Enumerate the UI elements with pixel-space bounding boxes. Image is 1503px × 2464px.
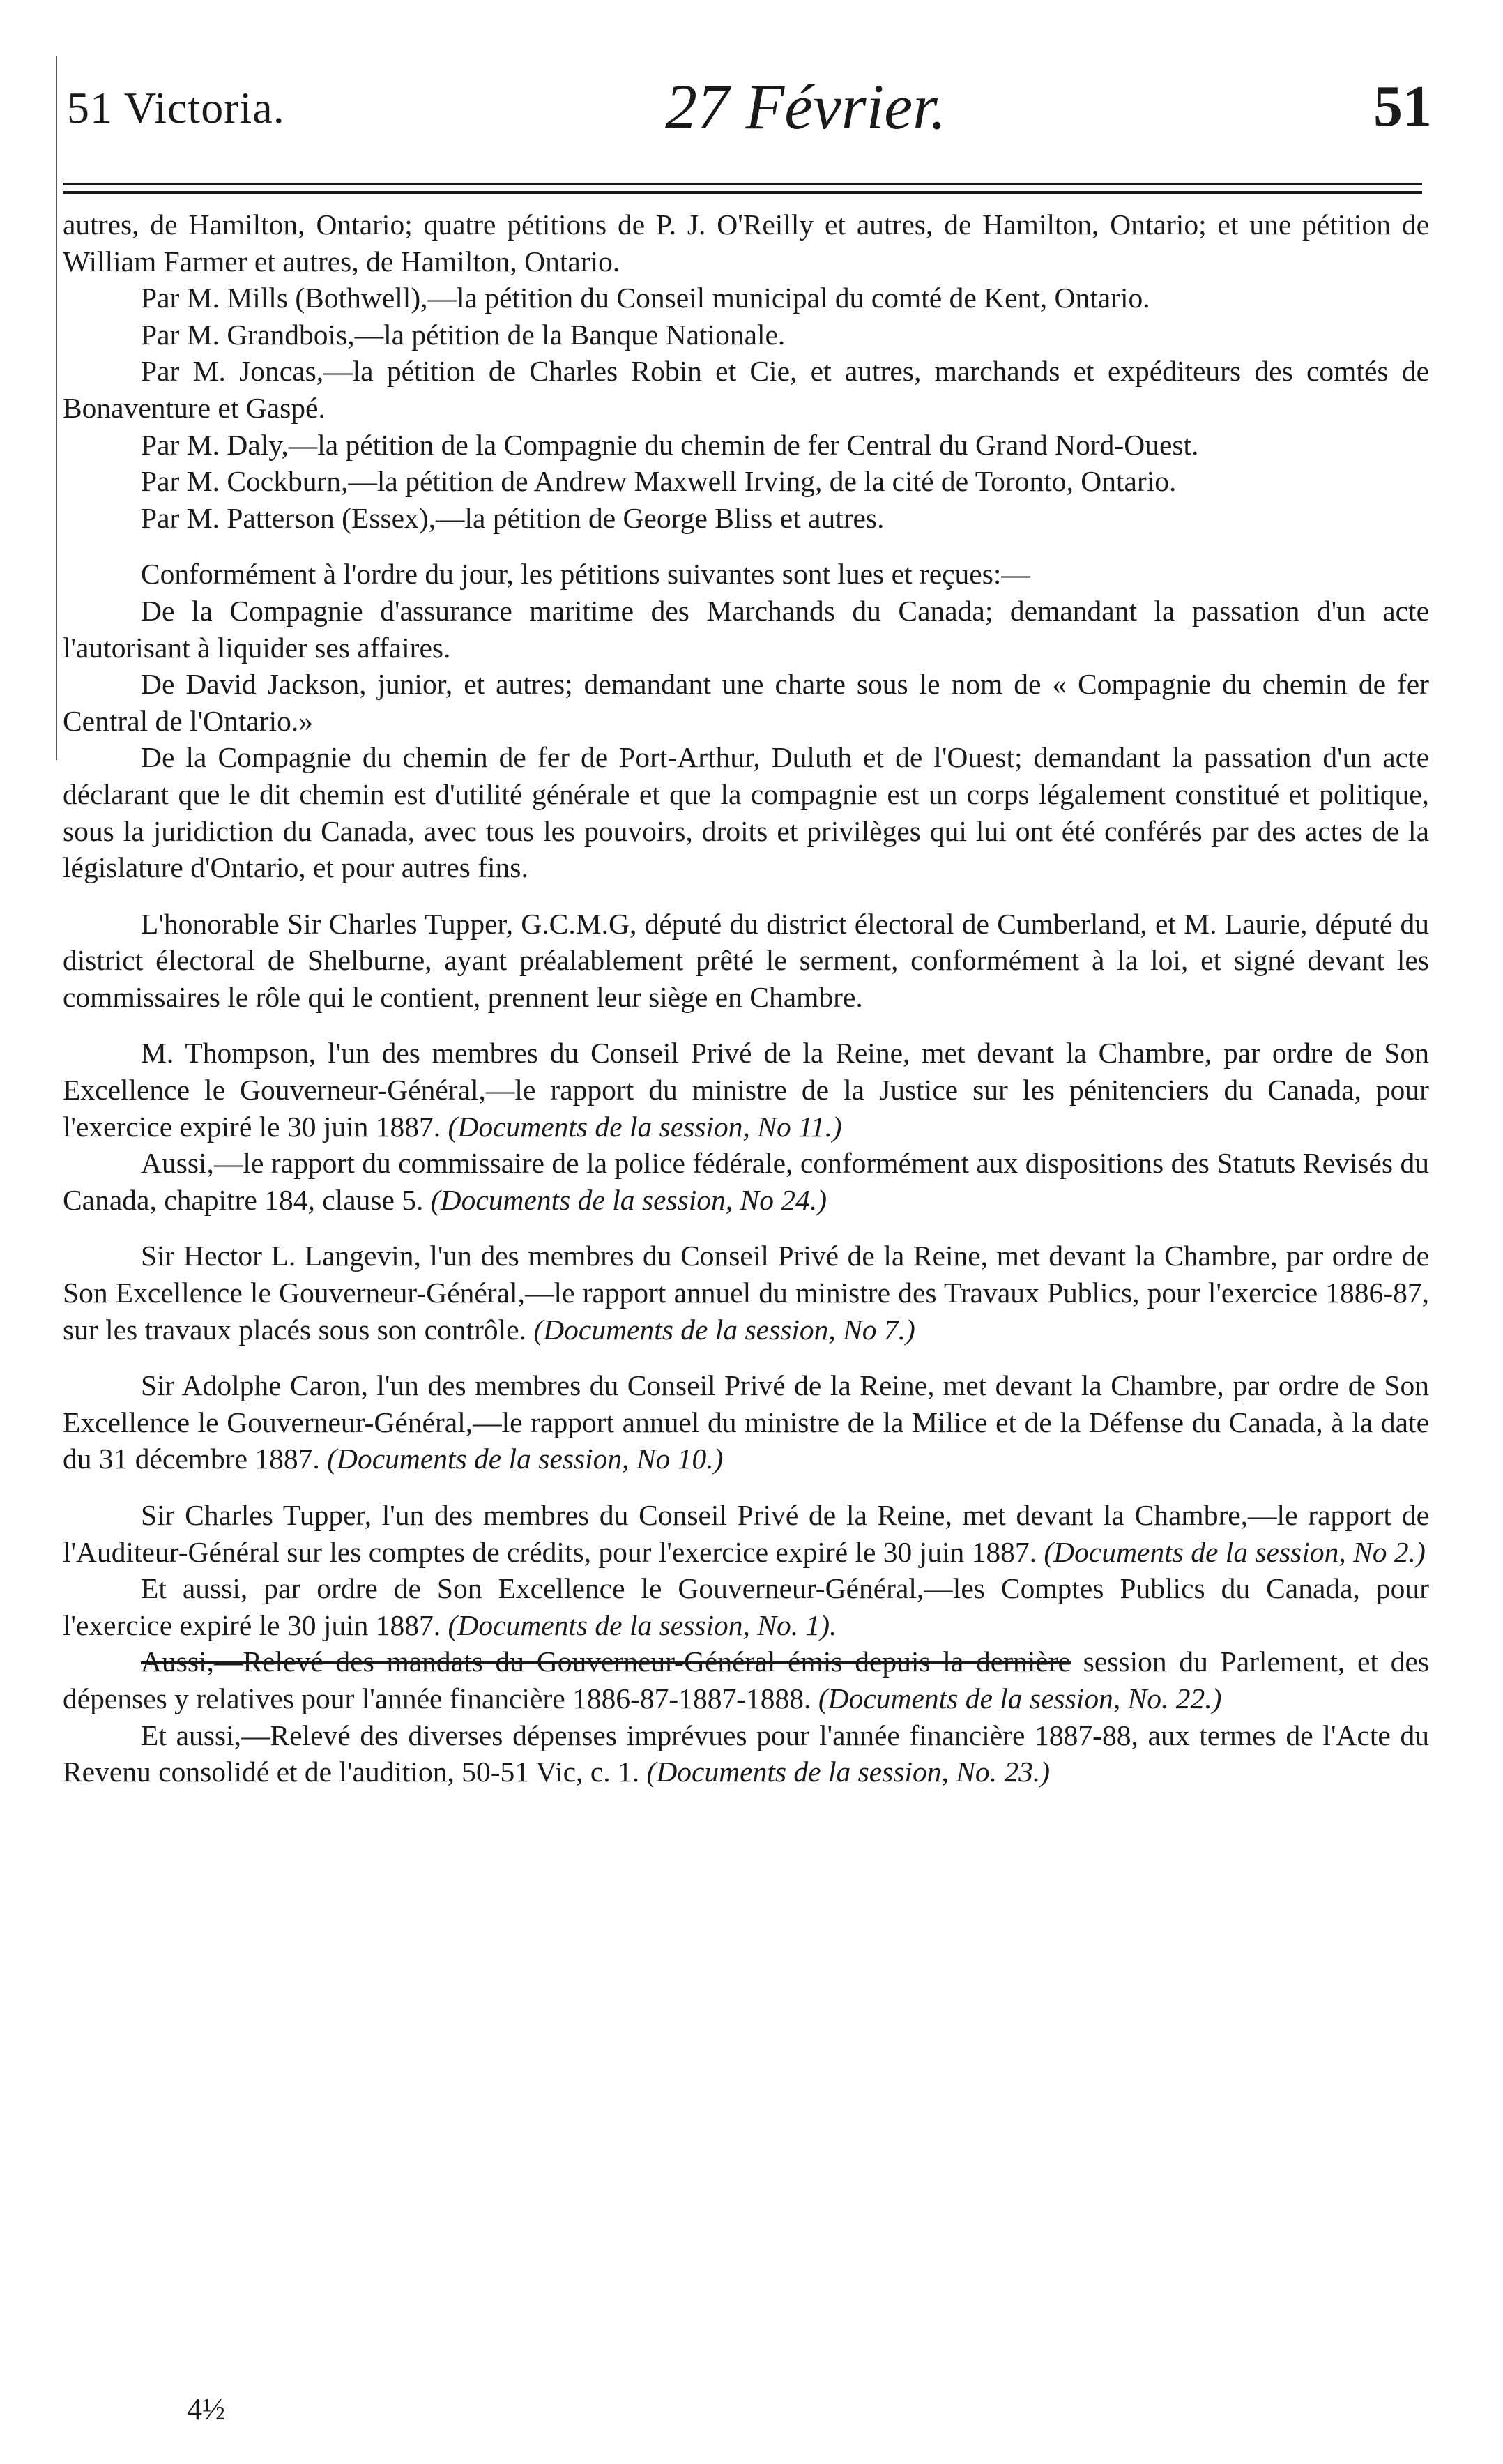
- journal-body: [63, 206, 1429, 1790]
- paragraph-mills: Par M. Mills (Bothwell),—la pétition du Conseil municipal du comté de Kent, Ontario.: [141, 282, 1150, 314]
- paragraph-thompson: M. Thompson, l'un des membres du Conseil Privé de la Reine, met devant la Chambre, par ordre de Son Excellence le Gouverneur-Général,—le rapport du ministre de la Justice sur les pénitenciers du Canada, pour l'exercice expiré le 30 juin 1887. (Documents de la session, No 11.): [63, 1037, 1429, 1143]
- paragraph-patterson: Par M. Patterson (Essex),—la pétition de George Bliss et autres.: [141, 501, 885, 534]
- document-reference: (Documents de la session, No. 1).: [448, 1609, 837, 1641]
- paragraph-grandbois: Par M. Grandbois,—la pétition de la Banque Nationale.: [141, 318, 786, 351]
- paragraph-police-federale: Aussi,—le rapport du commissaire de la police fédérale, conformément aux dispositions des Statuts Revisés du Canada, chapitre 184, clause 5. (Documents de la session, No 24.): [63, 1147, 1429, 1216]
- paragraph-depenses-imprevues: Et aussi,—Relevé des diverses dépenses imprévues pour l'année financière 1887-88, aux termes de l'Acte du Revenu consolidé et de l'audition, 50-51 Vic, c. 1. (Documents de la session, No. 23.): [63, 1719, 1429, 1788]
- paragraph-ordre-du-jour: Conformément à l'ordre du jour, les pétitions suivantes sont lues et reçues:—: [141, 558, 1030, 591]
- page-header: [59, 70, 1446, 142]
- paragraph-comptes-publics: Et aussi, par ordre de Son Excellence le Gouverneur-Général,—les Comptes Publics du Canada, pour l'exercice expiré le 30 juin 1887. (Documents de la session, No. 1).: [63, 1572, 1429, 1641]
- struck-text: Aussi,—Relevé des mandats du Gouverneur-Général émis depuis la dernière: [141, 1645, 1071, 1678]
- document-reference: (Documents de la session, No 10.): [327, 1443, 724, 1475]
- paragraph-assurance-maritime: De la Compagnie d'assurance maritime des Marchands du Canada; demandant la passation d'un acte l'autorisant à liquider ses affaires.: [63, 594, 1429, 664]
- margin-rule: [56, 56, 57, 760]
- signature-mark: 4½: [187, 2392, 225, 2426]
- paragraph-daly: Par M. Daly,—la pétition de la Compagnie du chemin de fer Central du Grand Nord-Ouest.: [141, 428, 1199, 461]
- document-reference: (Documents de la session, No 2.): [1044, 1535, 1426, 1568]
- document-reference: (Documents de la session, No. 23.): [646, 1756, 1051, 1788]
- paragraph-petitions-hamilton: autres, de Hamilton, Ontario; quatre pétitions de P. J. O'Reilly et autres, de Hamilton, Ontario; et une pétition de William Farmer et autres, de Hamilton, Ontario.: [63, 208, 1429, 277]
- paragraph-joncas: Par M. Joncas,—la pétition de Charles Robin et Cie, et autres, marchands et expéditeurs des comtés de Bonaventure et Gaspé.: [63, 355, 1429, 424]
- document-reference: (Documents de la session, No 7.): [533, 1313, 915, 1346]
- header-rule-top: [63, 183, 1422, 185]
- paragraph-auditeur-general: Sir Charles Tupper, l'un des membres du Conseil Privé de la Reine, met devant la Chambre,—le rapport de l'Auditeur-Général sur les comptes de crédits, pour l'exercice expiré le 30 juin 1887. (Documents de la session, No 2.): [63, 1499, 1429, 1568]
- paragraph-cockburn: Par M. Cockburn,—la pétition de Andrew Maxwell Irving, de la cité de Toronto, Ontario.: [141, 465, 1177, 498]
- paragraph-tupper-laurie: L'honorable Sir Charles Tupper, G.C.M.G, député du district électoral de Cumberland, et M. Laurie, député du district électoral de Shelburne, ayant préalablement prêté le serment, conformément à la loi, et signé devant les commissaires le rôle qui le contient, prennent leur siège en Chambre.: [63, 907, 1429, 1013]
- paragraph-david-jackson: De David Jackson, junior, et autres; demandant une charte sous le nom de « Compagnie du chemin de fer Central de l'Ontario.»: [63, 668, 1429, 737]
- document-reference: (Documents de la session, No. 22.): [818, 1682, 1222, 1714]
- paragraph-langevin: Sir Hector L. Langevin, l'un des membres du Conseil Privé de la Reine, met devant la Chambre, par ordre de Son Excellence le Gouverneur-Général,—le rapport annuel du ministre des Travaux Publics, pour l'exercice 1886-87, sur les travaux placés sous son contrôle. (Documents de la session, No 7.): [63, 1240, 1429, 1346]
- document-reference: (Documents de la session, No 11.): [448, 1110, 842, 1143]
- paragraph-port-arthur: De la Compagnie du chemin de fer de Port-Arthur, Duluth et de l'Ouest; demandant la passation d'un acte déclarant que le dit chemin est d'utilité générale et que la compagnie est un corps légalement constitué et politique, sous la juridiction du Canada, avec tous les pouvoirs, droits et privilèges qui lui ont été conférés par des actes de la législature d'Ontario, et pour autres fins.: [63, 741, 1429, 884]
- header-rule-bottom: [63, 191, 1422, 194]
- page-number: 51: [1373, 74, 1432, 139]
- header-date: 27 Février.: [665, 71, 947, 142]
- paragraph-mandats: Aussi,—Relevé des mandats du Gouverneur-Général émis depuis la dernière session du Parlement, et des dépenses y relatives pour l'année financière 1886-87-1887-1888. (Documents de la session, No. 22.): [63, 1645, 1430, 1714]
- header-session: 51 Victoria.: [67, 83, 285, 132]
- paragraph-caron: Sir Adolphe Caron, l'un des membres du Conseil Privé de la Reine, met devant la Chambre, par ordre de Son Excellence le Gouverneur-Général,—le rapport annuel du ministre de la Milice et de la Défense du Canada, à la date du 31 décembre 1887. (Documents de la session, No 10.): [63, 1369, 1429, 1475]
- document-reference: (Documents de la session, No 24.): [430, 1183, 827, 1216]
